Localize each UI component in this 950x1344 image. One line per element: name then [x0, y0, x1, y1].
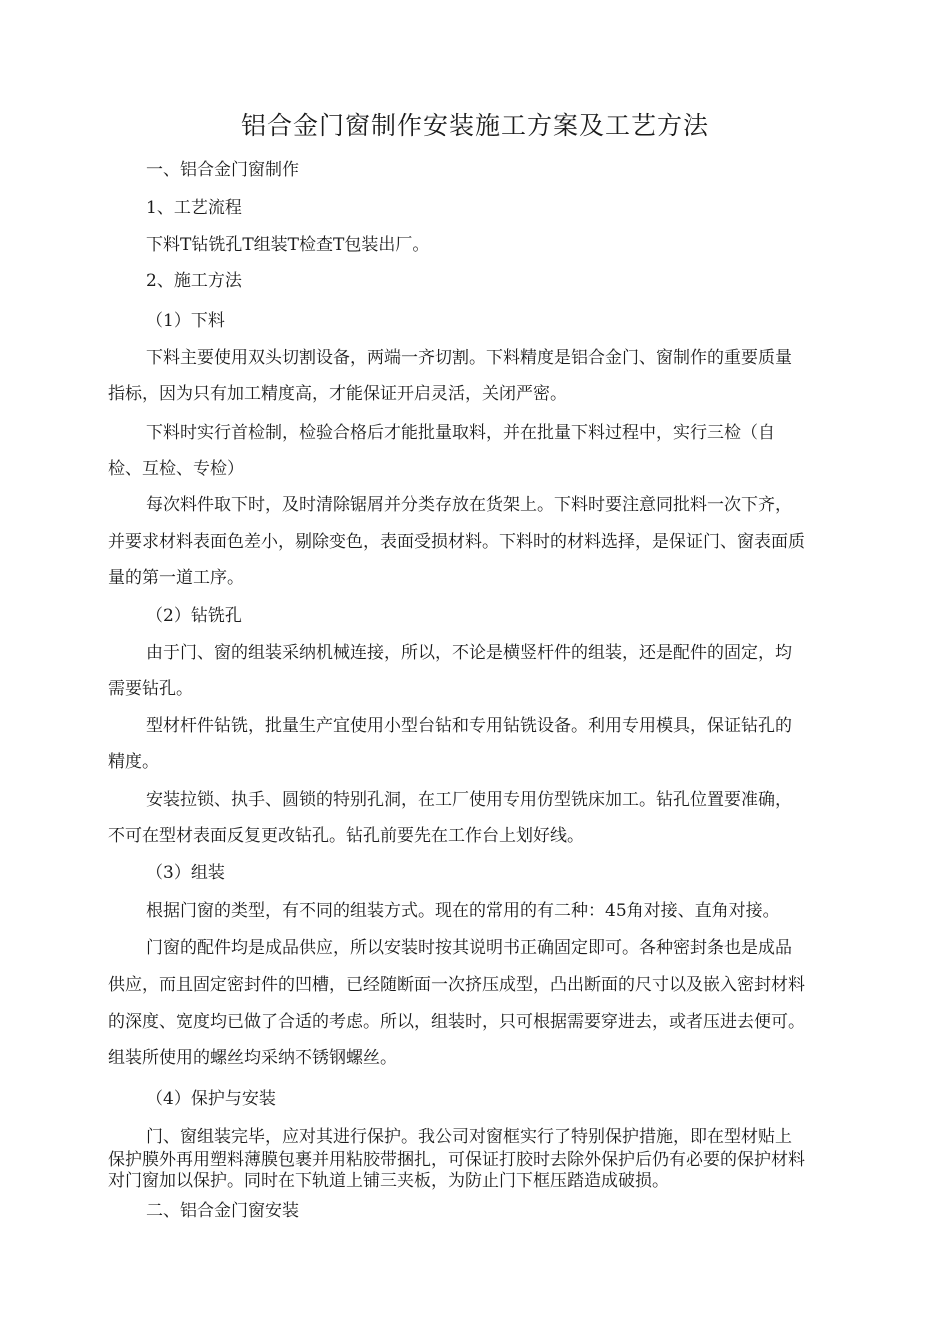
p1-heading: （1）下料 — [146, 311, 225, 331]
p4-para1-line1: 门、窗组装完毕，应对其进行保护。我公司对窗框实行了特别保护措施，即在型材贴上 — [146, 1127, 792, 1147]
document-title: 铝合金门窗制作安装施工方案及工艺方法 — [240, 111, 709, 140]
p1-para3-line2: 并要求材料表面色差小，剔除变色，表面受损材料。下料时的材料选择，是保证门、窗表面质 — [108, 532, 805, 552]
p2-para2-line2: 精度。 — [108, 752, 159, 772]
p1-para1-line2: 指标，因为只有加工精度高，才能保证开启灵活，关闭严密。 — [108, 384, 567, 404]
p2-para3-line1: 安装拉锁、执手、圆锁的特别孔洞，在工厂使用专用仿型铣床加工。钻孔位置要准确， — [146, 790, 792, 810]
p1-para3-line3: 量的第一道工序。 — [108, 568, 244, 588]
p2-para2-line1: 型材杆件钻铣，批量生产宜使用小型台钻和专用钻铣设备。利用专用模具，保证钻孔的 — [146, 716, 792, 736]
p4-para1-line3: 对门窗加以保护。同时在下轨道上铺三夹板，为防止门下框压踏造成破损。 — [108, 1171, 669, 1191]
sub2-heading: 2、施工方法 — [146, 271, 242, 291]
p2-para3-line2: 不可在型材表面反复更改钻孔。钻孔前要先在工作台上划好线。 — [108, 826, 584, 846]
p2-para1-line1: 由于门、窗的组装采纳机械连接，所以，不论是横竖杆件的组装，还是配件的固定，均 — [146, 643, 792, 663]
p3-heading: （3）组装 — [146, 863, 225, 883]
p4-para1-line2: 保护膜外再用塑料薄膜包裹并用粘胶带捆扎，可保证打胶时去除外保护后仍有必要的保护材料 — [108, 1150, 805, 1170]
section2-heading: 二、铝合金门窗安装 — [146, 1201, 299, 1221]
p1-para2-line2: 检、互检、专检） — [108, 459, 244, 479]
section1-heading: 一、铝合金门窗制作 — [146, 160, 299, 180]
p2-heading: （2）钻铣孔 — [146, 606, 242, 626]
p3-para2-line3: 的深度、宽度均已做了合适的考虑。所以，组装时，只可根据需要穿进去，或者压进去便可。 — [108, 1012, 805, 1032]
p3-para2-line2: 供应，而且固定密封件的凹槽，已经随断面一次挤压成型，凸出断面的尺寸以及嵌入密封材料 — [108, 975, 805, 995]
sub1-heading: 1、工艺流程 — [146, 198, 242, 218]
p1-para1-line1: 下料主要使用双头切割设备，两端一齐切割。下料精度是铝合金门、窗制作的重要质量 — [146, 348, 792, 368]
p4-heading: （4）保护与安装 — [146, 1089, 276, 1109]
p2-para1-line2: 需要钻孔。 — [108, 679, 193, 699]
p1-para2-line1: 下料时实行首检制，检验合格后才能批量取料，并在批量下料过程中，实行三检（自 — [146, 423, 775, 443]
p3-para1: 根据门窗的类型，有不同的组装方式。现在的常用的有二种：45角对接、直角对接。 — [146, 901, 780, 921]
p3-para2-line1: 门窗的配件均是成品供应，所以安装时按其说明书正确固定即可。各种密封条也是成品 — [146, 938, 792, 958]
p1-para3-line1: 每次料件取下时，及时清除锯屑并分类存放在货架上。下料时要注意同批料一次下齐， — [146, 495, 792, 515]
process-flow: 下料T钻铣孔T组装T检查T包装出厂。 — [146, 235, 430, 255]
p3-para2-line4: 组装所使用的螺丝均采纳不锈钢螺丝。 — [108, 1048, 397, 1068]
